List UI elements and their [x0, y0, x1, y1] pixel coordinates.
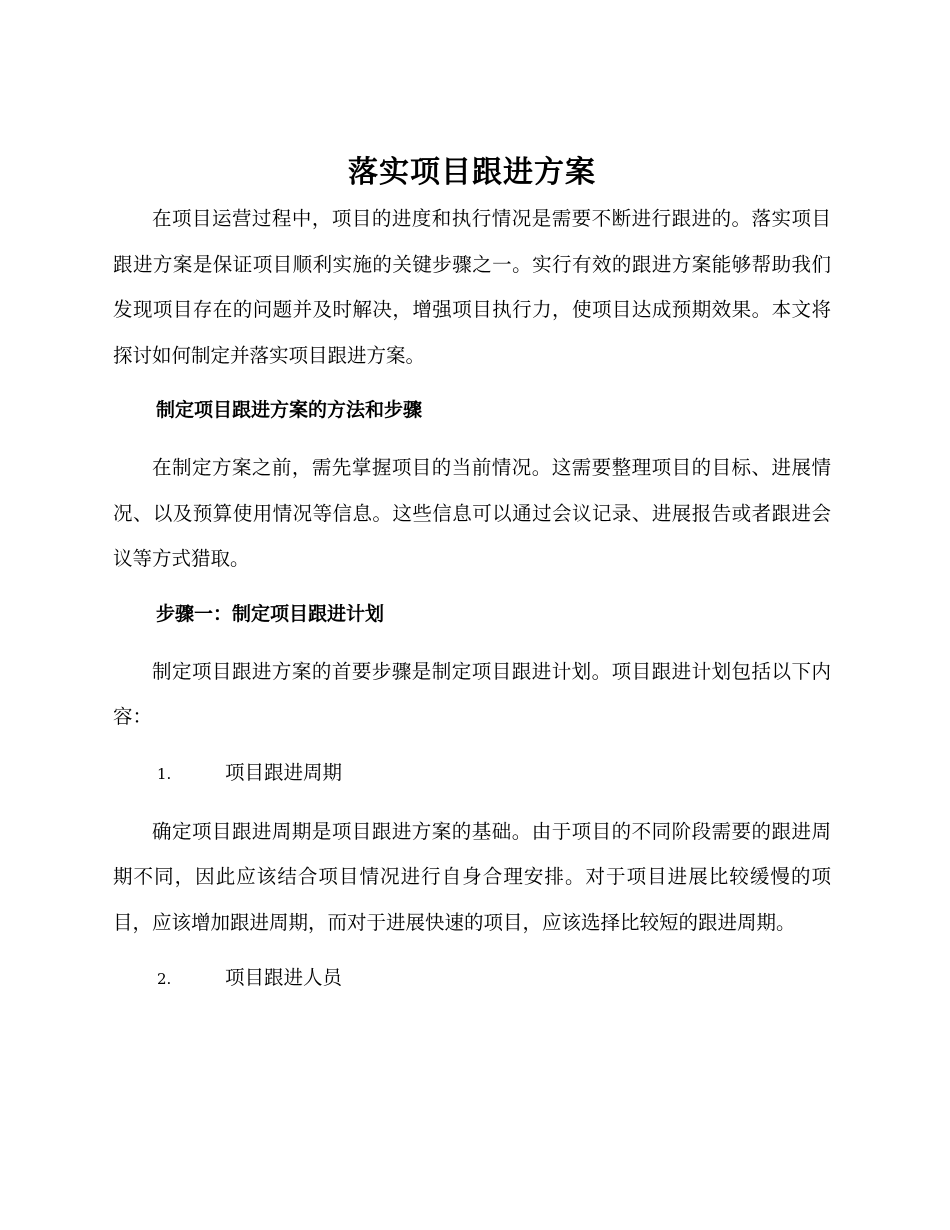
section-heading: 制定项目跟进方案的方法和步骤 — [156, 399, 423, 421]
spacer — [113, 378, 831, 388]
step1-paragraph: 制定项目跟进方案的首要步骤是制定项目跟进计划。项目跟进计划包括以下内容： — [113, 659, 831, 728]
spacer — [113, 797, 831, 809]
spacer — [113, 740, 831, 750]
list-number: 1. — [157, 764, 172, 783]
intro-paragraph: 在项目运营过程中，项目的进度和执行情况是需要不断进行跟进的。落实项目跟进方案是保证项目顺利实施的关键步骤之一。实行有效的跟进方案能够帮助我们发现项目存在的问题并及时解决，增强项目执行力，使项目达成预期效果。本文将探讨如何制定并落实项目跟进方案。 — [113, 207, 831, 367]
list-item-paragraph: 确定项目跟进周期是项目跟进方案的基础。由于项目的不同阶段需要的跟进周期不同，因此应该结合项目情况进行自身合理安排。对于项目进展比较缓慢的项目，应该增加跟进周期，而对于进展快速的项目，应该选择比较短的跟进周期。 — [113, 819, 831, 934]
document-page — [113, 150, 831, 1002]
spacer — [113, 433, 831, 445]
list-item — [113, 750, 831, 797]
spacer — [113, 582, 831, 592]
list-number: 2. — [157, 970, 172, 988]
step1-heading: 步骤一：制定项目跟进计划 — [156, 602, 385, 625]
document-title: 落实项目跟进方案 — [348, 155, 596, 190]
list-label: 项目跟进人员 — [225, 966, 343, 989]
list-item — [113, 955, 831, 1002]
spacer — [113, 945, 831, 955]
section-paragraph: 在制定方案之前，需先掌握项目的当前情况。这需要整理项目的目标、进展情况、以及预算使用情况等信息。这些信息可以通过会议记录、进展报告或者跟进会议等方式猎取。 — [113, 456, 831, 570]
spacer — [113, 637, 831, 649]
list-label: 项目跟进周期 — [225, 760, 343, 784]
